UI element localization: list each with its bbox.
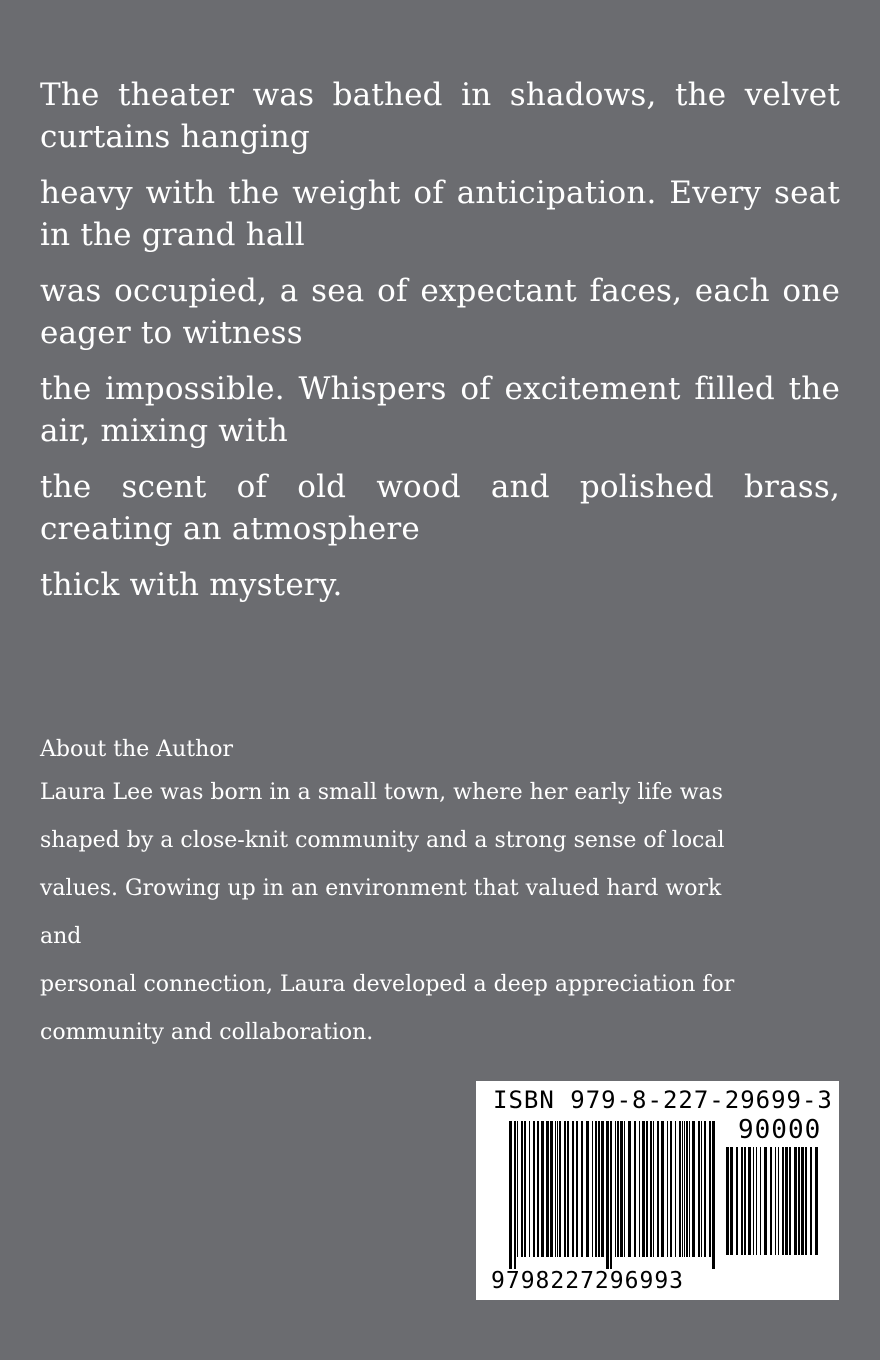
about-line: personal connection, Laura developed a deep appreciation for bbox=[40, 972, 735, 997]
excerpt-line: the impossible. Whispers of excitement filled the air, mixing with bbox=[40, 371, 840, 449]
barcode-bar bbox=[709, 1121, 711, 1257]
about-heading: About the Author bbox=[40, 737, 234, 762]
excerpt-line: the scent of old wood and polished brass, creating an atmosphere bbox=[40, 469, 840, 547]
barcode-bar bbox=[686, 1121, 688, 1257]
barcode-bar bbox=[689, 1121, 690, 1257]
barcode-bar bbox=[595, 1121, 597, 1257]
barcode-bar bbox=[760, 1147, 761, 1255]
barcode-bar bbox=[682, 1121, 683, 1257]
about-line: shaped by a close-knit community and a strong sense of local bbox=[40, 828, 725, 853]
isbn-label: ISBN 979-8-227-29699-3 bbox=[493, 1086, 833, 1114]
excerpt-line: The theater was bathed in shadows, the velvet curtains hanging bbox=[40, 77, 840, 155]
barcode-bar bbox=[704, 1121, 706, 1257]
barcode-bar bbox=[559, 1121, 561, 1257]
barcode-bar bbox=[801, 1147, 804, 1255]
barcode-bar bbox=[598, 1121, 600, 1257]
barcode-bar bbox=[606, 1121, 609, 1269]
barcode-bar bbox=[756, 1147, 757, 1255]
excerpt-line: was occupied, a sea of expectant faces, each one eager to witness bbox=[40, 273, 840, 351]
barcode-bar bbox=[546, 1121, 549, 1257]
barcode-bar bbox=[785, 1147, 788, 1255]
barcode-bar bbox=[541, 1121, 544, 1257]
barcode-bar bbox=[815, 1147, 818, 1255]
barcode-bar bbox=[533, 1121, 535, 1257]
about-the-author bbox=[40, 735, 760, 1057]
barcode-bar bbox=[550, 1121, 553, 1257]
barcode-bar bbox=[509, 1121, 512, 1269]
barcode-bar bbox=[810, 1147, 812, 1255]
barcode-bar bbox=[748, 1147, 751, 1255]
barcode-bar bbox=[592, 1121, 593, 1257]
barcode-bar bbox=[601, 1121, 604, 1257]
barcode-bar bbox=[675, 1121, 676, 1257]
barcode-bar bbox=[572, 1121, 574, 1257]
barcode-bar bbox=[567, 1121, 569, 1257]
barcode-bar bbox=[775, 1147, 776, 1255]
barcode-bar bbox=[794, 1147, 797, 1255]
barcode-bar bbox=[529, 1121, 530, 1257]
barcode-bar bbox=[698, 1121, 700, 1257]
barcode-bar bbox=[581, 1121, 583, 1257]
barcode-bar bbox=[789, 1147, 791, 1255]
barcode-bar bbox=[741, 1147, 743, 1255]
barcode-bar bbox=[684, 1121, 685, 1257]
barcode-addon-number: 90000 bbox=[738, 1115, 822, 1145]
barcode-bar bbox=[653, 1121, 654, 1257]
barcode-bar bbox=[620, 1121, 623, 1257]
barcode-bar bbox=[736, 1147, 738, 1255]
about-line: values. Growing up in an environment that valued hard work and bbox=[40, 876, 722, 949]
barcode-bar bbox=[657, 1121, 659, 1257]
barcode-bar bbox=[628, 1121, 631, 1257]
barcode-bar bbox=[646, 1121, 648, 1257]
barcode-bar bbox=[744, 1147, 746, 1255]
barcode-bar bbox=[634, 1121, 636, 1257]
barcode-bar bbox=[576, 1121, 578, 1257]
barcode-digits: 9798227296993 bbox=[491, 1268, 685, 1294]
barcode-bar bbox=[701, 1121, 702, 1257]
excerpt-line: heavy with the weight of anticipation. Every seat in the grand hall bbox=[40, 175, 840, 253]
barcode-bar bbox=[778, 1147, 779, 1255]
isbn-barcode bbox=[476, 1081, 839, 1300]
barcode-bar bbox=[730, 1147, 733, 1255]
barcode-main-bars bbox=[509, 1121, 717, 1269]
barcode-bar bbox=[667, 1121, 668, 1257]
back-cover-excerpt bbox=[40, 74, 840, 620]
barcode-bar bbox=[670, 1121, 672, 1257]
barcode-bar bbox=[557, 1121, 558, 1257]
barcode-bar bbox=[615, 1121, 616, 1257]
barcode-bar bbox=[524, 1121, 526, 1257]
barcode-addon-bars bbox=[726, 1147, 822, 1267]
barcode-bar bbox=[782, 1147, 784, 1255]
barcode-bar bbox=[679, 1121, 681, 1257]
barcode-bar bbox=[639, 1121, 640, 1257]
barcode-bar bbox=[521, 1121, 523, 1257]
barcode-bar bbox=[617, 1121, 619, 1257]
barcode-bar bbox=[753, 1147, 754, 1255]
excerpt-line: thick with mystery. bbox=[40, 567, 343, 603]
barcode-bar bbox=[798, 1147, 800, 1255]
barcode-bar bbox=[650, 1121, 652, 1257]
barcode-bar bbox=[692, 1121, 695, 1257]
barcode-bar bbox=[564, 1121, 566, 1257]
barcode-bar bbox=[537, 1121, 539, 1257]
barcode-bar bbox=[514, 1121, 516, 1269]
barcode-bar bbox=[517, 1121, 518, 1257]
barcode-bar bbox=[764, 1147, 767, 1255]
barcode-bar bbox=[726, 1147, 729, 1255]
barcode-bar bbox=[712, 1121, 715, 1269]
barcode-bar bbox=[586, 1121, 589, 1257]
barcode-bar bbox=[624, 1121, 625, 1257]
barcode-bar bbox=[805, 1147, 807, 1255]
barcode-bar bbox=[770, 1147, 772, 1255]
barcode-bar bbox=[610, 1121, 612, 1269]
barcode-bar bbox=[555, 1121, 556, 1257]
barcode-bar bbox=[642, 1121, 645, 1257]
about-line: community and collaboration. bbox=[40, 1020, 374, 1045]
about-line: Laura Lee was born in a small town, where her early life was bbox=[40, 780, 723, 805]
barcode-bar bbox=[661, 1121, 664, 1257]
